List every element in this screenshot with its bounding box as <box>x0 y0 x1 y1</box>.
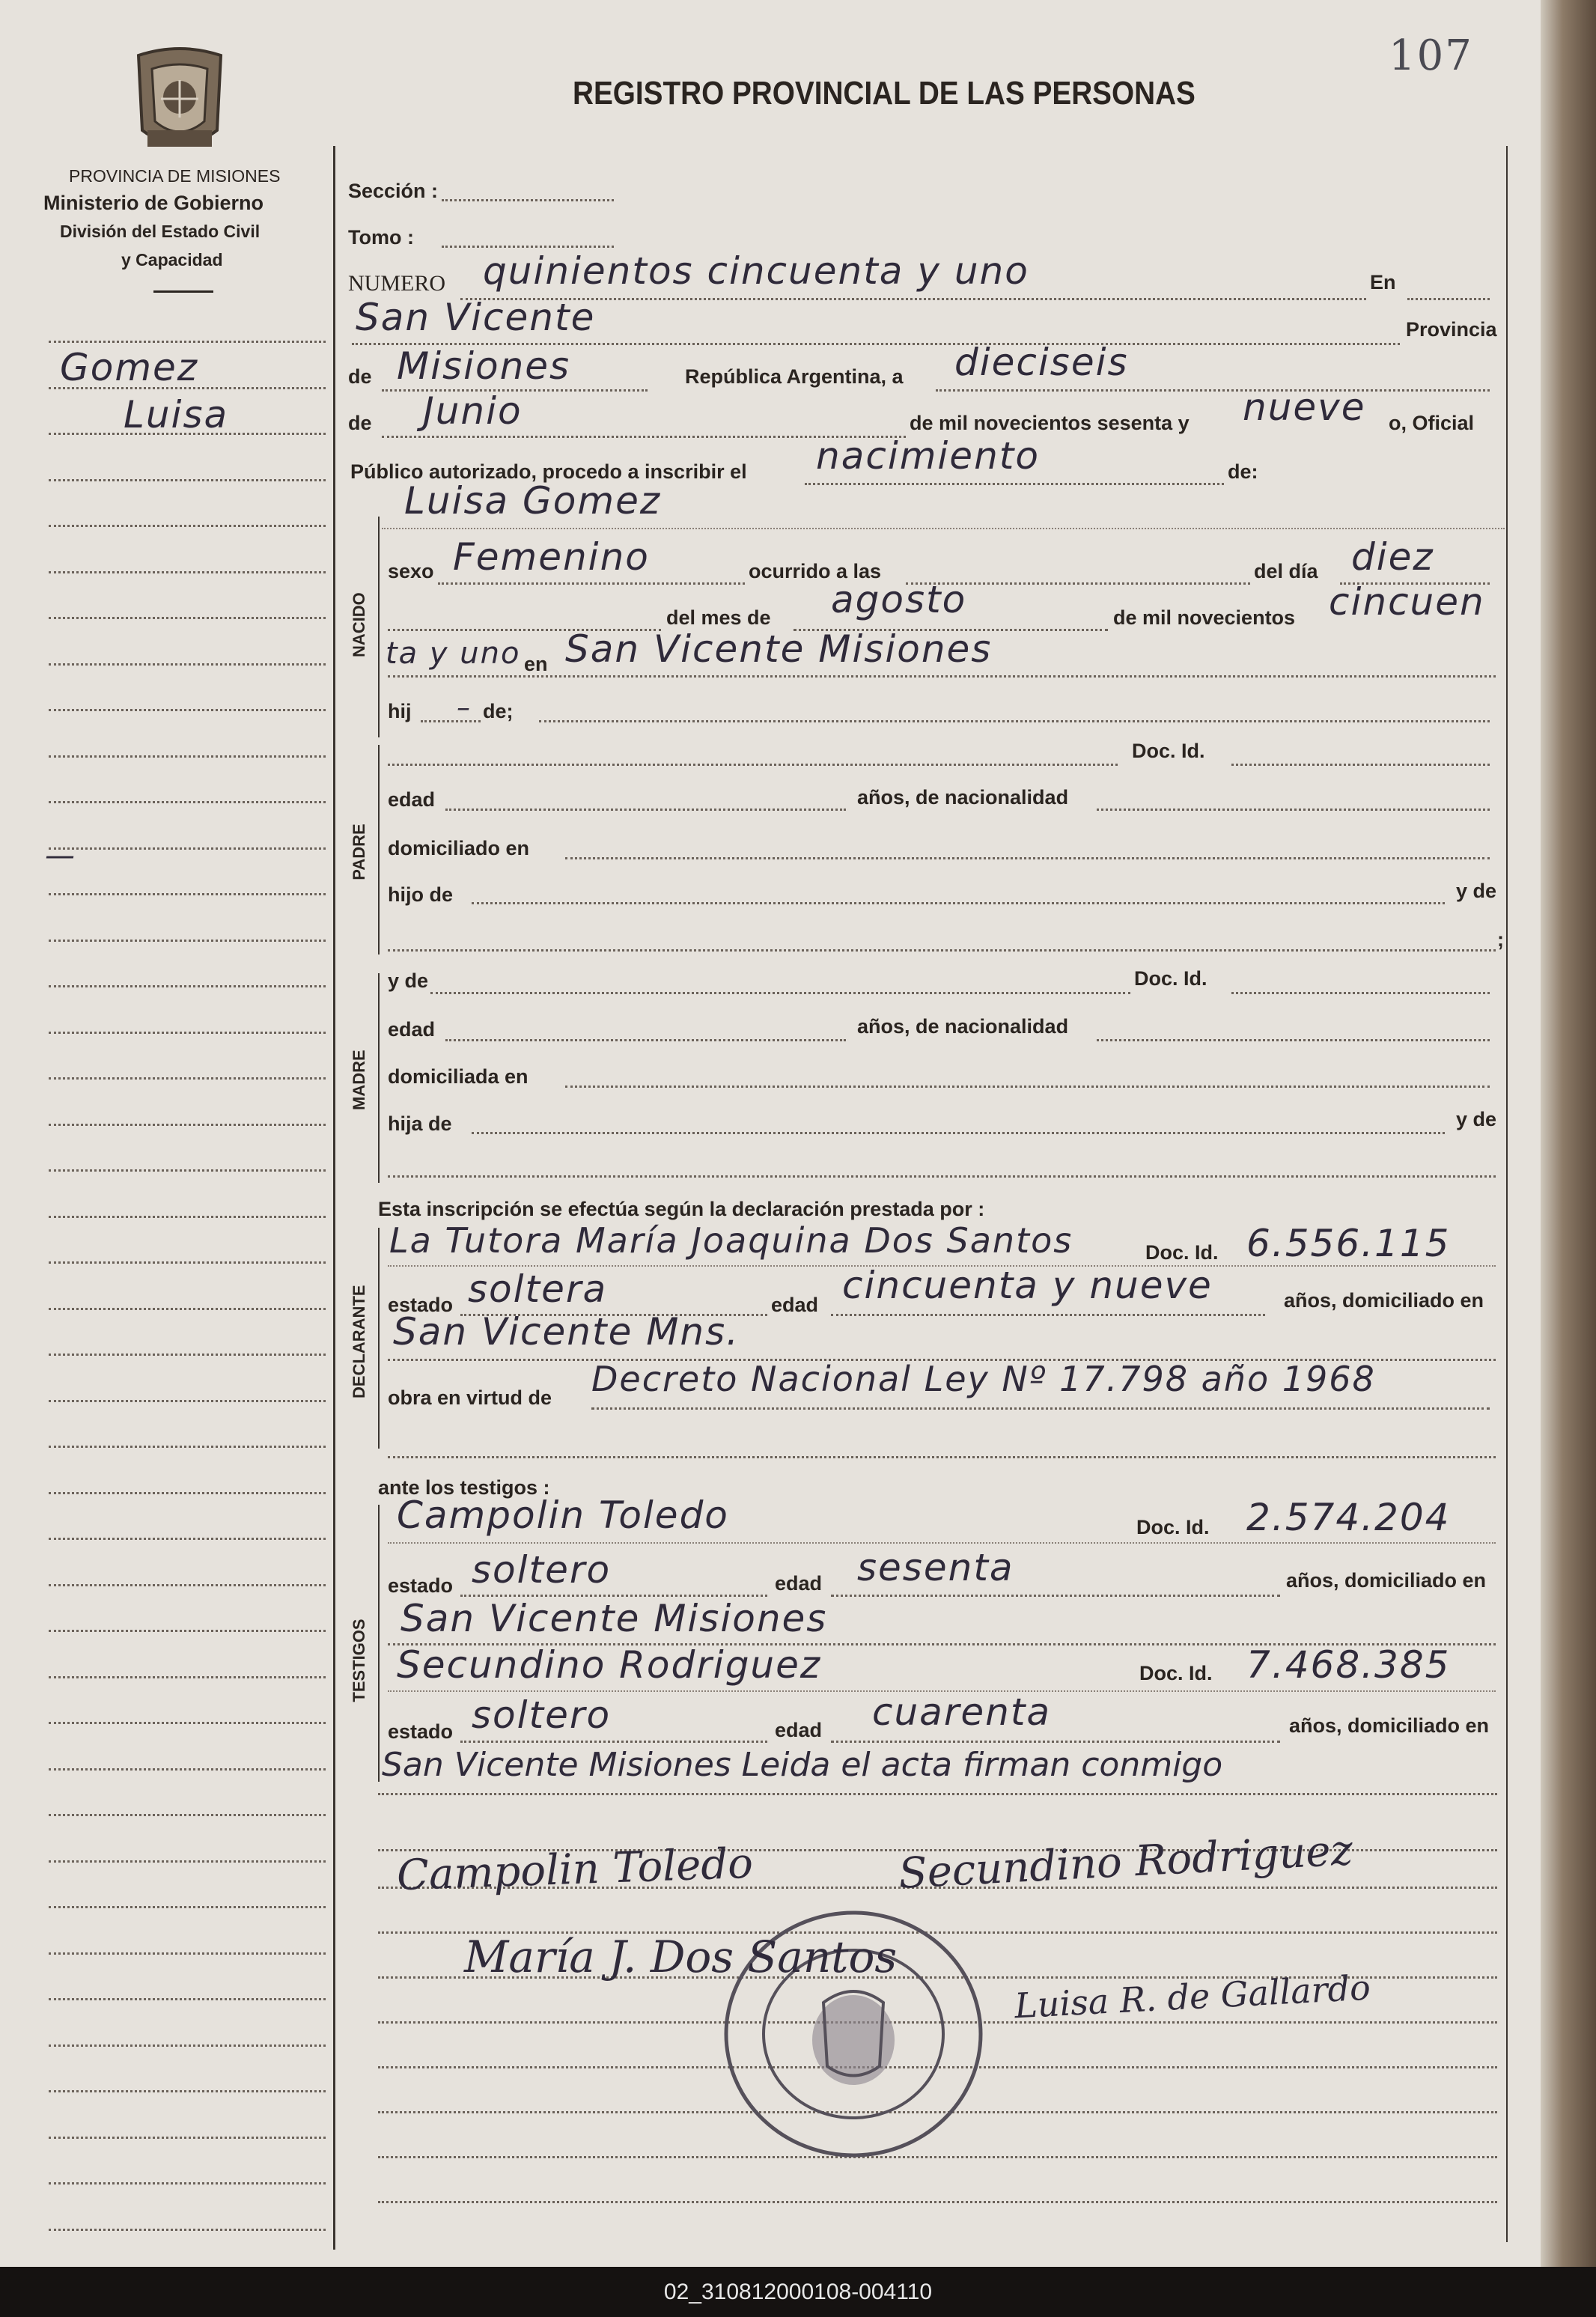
division-label: División del Estado Civil <box>60 222 261 241</box>
lugar-value: San Vicente <box>356 296 596 339</box>
mes-nac-value: agosto <box>831 578 967 621</box>
padre-name-line <box>388 764 1118 766</box>
image-caption: 02_310812000108-004110 <box>0 2267 1596 2317</box>
dia-nac-value: diez <box>1351 535 1434 579</box>
margin-line <box>49 2229 326 2231</box>
madre-y-de-label-2: y de <box>1456 1108 1497 1130</box>
declarante-doc-value: 6.556.115 <box>1246 1222 1451 1265</box>
testigo1-doc-value: 2.574.204 <box>1246 1496 1451 1539</box>
declarante-doc-label: Doc. Id. <box>1145 1241 1219 1264</box>
padre-extra-line <box>388 949 1496 952</box>
testigo2-dom-line <box>378 1793 1497 1795</box>
margin-line <box>49 709 326 711</box>
en2-label: en <box>524 653 548 675</box>
padre-edad-label: edad <box>388 788 436 811</box>
madre-rule <box>378 973 380 1183</box>
testigo2-estado-line <box>460 1741 767 1743</box>
ministry-label: Ministerio de Gobierno <box>43 192 264 214</box>
publico-label: Público autorizado, procedo a inscribir el <box>350 460 747 483</box>
book-binding <box>1541 0 1596 2267</box>
declarante-extra-line <box>388 1456 1496 1458</box>
madre-anos-label: años, de nacionalidad <box>857 1015 1069 1038</box>
lugar-nac-line <box>388 675 1496 678</box>
padre-nac-line <box>1097 809 1490 811</box>
margin-line <box>49 1676 326 1678</box>
margin-line <box>49 341 326 343</box>
sexo-value: Femenino <box>453 535 650 579</box>
declarante-estado-value: soltera <box>468 1267 608 1311</box>
testigo2-estado-label: estado <box>388 1720 454 1743</box>
testigo1-line <box>388 1542 1496 1544</box>
margin-line <box>49 2182 326 2184</box>
testigo2-anos-label: años, domiciliado en <box>1289 1714 1490 1737</box>
side-declarante: DECLARANTE <box>350 1285 368 1398</box>
margin-line <box>49 1400 326 1402</box>
declarante-dom-value: San Vicente Mns. <box>393 1310 740 1354</box>
tomo-label: Tomo : <box>348 226 414 249</box>
padre-y-de-label: y de <box>1456 880 1497 902</box>
padre-edad-line <box>445 809 846 811</box>
margin-line <box>49 940 326 942</box>
testigo2-edad-value: cuarenta <box>872 1690 1052 1734</box>
madre-dom-line <box>565 1086 1490 1088</box>
madre-edad-label: edad <box>388 1018 436 1041</box>
testigo1-estado-value: soltero <box>472 1548 612 1592</box>
provincia-label: Provincia <box>1406 318 1497 341</box>
declarante-edad-value: cincuenta y nueve <box>842 1264 1213 1307</box>
seccion-label: Sección : <box>348 180 439 202</box>
margin-line <box>49 1814 326 1816</box>
testigo2-edad-line <box>831 1741 1280 1743</box>
acto-line <box>805 483 1224 485</box>
padre-dom-label: domiciliado en <box>388 837 530 859</box>
provincia-value: Misiones <box>397 344 571 388</box>
margin-mark: — <box>45 838 76 873</box>
testigo1-value: Campolin Toledo <box>397 1494 729 1537</box>
margin-line <box>49 1492 326 1494</box>
numero-line <box>460 298 1366 300</box>
margin-line <box>49 1630 326 1632</box>
margin-line <box>49 1169 326 1172</box>
margin-line <box>49 755 326 758</box>
margin-line <box>49 1308 326 1310</box>
madre-edad-line <box>445 1039 846 1041</box>
obra-value: Decreto Nacional Ley Nº 17.798 año 1968 <box>591 1359 1376 1399</box>
margin-surname: Gomez <box>60 346 199 389</box>
side-nacido: NACIDO <box>350 592 368 657</box>
del-mes-label: del mes de <box>666 606 771 629</box>
testigo1-anos-label: años, domiciliado en <box>1286 1569 1487 1592</box>
testigo2-value: Secundino Rodriguez <box>397 1643 822 1687</box>
testigo2-doc-label: Doc. Id. <box>1139 1662 1213 1684</box>
margin-line <box>49 1261 326 1264</box>
margin-line <box>49 1998 326 2000</box>
left-column-rule <box>333 146 335 2250</box>
header-title: REGISTRO PROVINCIAL DE LAS PERSONAS <box>573 75 1196 112</box>
padre-hijo-label: hijo de <box>388 883 453 906</box>
de-label-1: de <box>348 365 372 388</box>
obra-line <box>591 1407 1490 1410</box>
margin-line <box>49 1077 326 1080</box>
margin-line <box>49 1216 326 1218</box>
ocurrido-label: ocurrido a las <box>749 560 882 582</box>
margin-line <box>49 1354 326 1356</box>
padre-rule <box>378 745 380 954</box>
madre-y-de-label: y de <box>388 969 429 992</box>
madre-nac-line <box>1097 1039 1490 1041</box>
margin-line <box>49 1584 326 1586</box>
oficial-label: o, Oficial <box>1389 412 1475 434</box>
padre-hijo-line <box>472 902 1445 904</box>
margin-line <box>49 847 326 850</box>
dia-inscr-line <box>936 389 1490 392</box>
en-label: En <box>1370 271 1396 293</box>
anio-nac-value-a: cincuen <box>1329 580 1485 624</box>
del-dia-label: del día <box>1254 560 1318 582</box>
de-mil-label: de mil novecientos sesenta y <box>910 412 1190 434</box>
madre-name-line <box>430 992 1130 994</box>
signature-line <box>378 2201 1497 2203</box>
declarante-anos-label: años, domiciliado en <box>1284 1289 1484 1312</box>
sexo-line <box>438 582 745 585</box>
side-padre: PADRE <box>350 823 368 880</box>
margin-line <box>49 1952 326 1955</box>
provincial-seal-icon <box>131 46 228 159</box>
hij-rest-line <box>539 720 1490 722</box>
testigos-label: ante los testigos : <box>378 1476 550 1499</box>
lugar-nac-value: San Vicente Misiones <box>565 627 993 671</box>
signature-official: Luisa R. de Gallardo <box>1013 1967 1371 2027</box>
declarante-estado-label: estado <box>388 1294 454 1316</box>
testigo1-edad-line <box>831 1595 1280 1597</box>
madre-extra-line <box>388 1175 1496 1178</box>
margin-line <box>49 2090 326 2092</box>
testigo2-dom-value: San Vicente Misiones Leida el acta firman conmigo <box>382 1746 1223 1784</box>
sexo-label: sexo <box>388 560 434 582</box>
margin-line <box>49 1446 326 1448</box>
margin-line <box>49 1860 326 1863</box>
declarante-edad-label: edad <box>771 1294 819 1316</box>
republica-label: República Argentina, a <box>685 365 904 388</box>
testigo2-edad-label: edad <box>775 1719 823 1741</box>
dia-inscr-value: dieciseis <box>954 341 1129 384</box>
testigo1-dom-value: San Vicente Misiones <box>400 1597 828 1640</box>
margin-line <box>49 2044 326 2047</box>
nombre-value: Luisa Gomez <box>404 479 662 523</box>
madre-hija-line <box>472 1132 1445 1134</box>
obra-label: obra en virtud de <box>388 1386 552 1409</box>
province-label: PROVINCIA DE MISIONES <box>69 166 281 186</box>
header-divider <box>153 290 213 293</box>
margin-line <box>49 663 326 666</box>
side-testigos: TESTIGOS <box>350 1619 368 1702</box>
testigo1-estado-label: estado <box>388 1574 454 1597</box>
hij-dash: – <box>457 692 472 723</box>
declarante-rule <box>378 1228 380 1449</box>
padre-dom-line <box>565 857 1490 859</box>
anio-nac-value-b: ta y uno <box>386 636 521 671</box>
margin-line <box>49 1538 326 1540</box>
page-number: 107 <box>1389 31 1473 80</box>
de-label-2: de <box>348 412 372 434</box>
madre-hija-label: hija de <box>388 1112 452 1135</box>
padre-semicolon: ; <box>1497 928 1504 951</box>
testigos-rule <box>378 1505 380 1782</box>
anio-inscr-value: nueve <box>1243 386 1366 429</box>
margin-line <box>49 801 326 803</box>
numero-label: NUMERO <box>348 271 446 296</box>
margin-line <box>49 571 326 573</box>
side-madre: MADRE <box>350 1050 368 1110</box>
declarante-value: La Tutora María Joaquina Dos Santos <box>389 1220 1073 1261</box>
nacido-rule <box>378 517 380 737</box>
signature-secundino: Secundino Rodriguez <box>897 1826 1354 1899</box>
margin-line <box>49 1906 326 1908</box>
margin-line <box>49 525 326 527</box>
acto-value: nacimiento <box>816 434 1040 478</box>
signature-campolin: Campolin Toledo <box>396 1839 754 1901</box>
margin-line <box>49 893 326 895</box>
testigo1-edad-label: edad <box>775 1572 823 1595</box>
padre-doc-label: Doc. Id. <box>1132 740 1205 762</box>
margin-line <box>49 617 326 619</box>
margin-line <box>49 1768 326 1771</box>
margin-line <box>49 479 326 481</box>
margin-line <box>49 1722 326 1724</box>
mes-inscr-value: Junio <box>423 389 523 433</box>
capacity-label: y Capacidad <box>121 250 223 270</box>
de-mil2-label: de mil novecientos <box>1113 606 1296 629</box>
margin-line <box>49 1032 326 1034</box>
padre-doc-line <box>1231 764 1490 766</box>
numero-value: quinientos cincuenta y uno <box>483 249 1029 293</box>
nombre-line <box>382 528 1505 529</box>
madre-doc-label: Doc. Id. <box>1134 967 1207 990</box>
seccion-field <box>442 199 614 201</box>
margin-given-name: Luisa <box>124 393 229 436</box>
testigo1-edad-value: sesenta <box>857 1546 1014 1589</box>
right-column-rule <box>1506 146 1508 2242</box>
en-line <box>1407 298 1490 300</box>
hij-de-label: de; <box>483 700 514 722</box>
hij-label: hij <box>388 700 412 722</box>
padre-anos-label: años, de nacionalidad <box>857 786 1069 809</box>
de-colon-label: de: <box>1228 460 1258 483</box>
testigo2-estado-value: soltero <box>472 1693 612 1737</box>
testigo1-doc-label: Doc. Id. <box>1136 1516 1210 1538</box>
signature-maria: María J. Dos Santos <box>464 1931 898 1982</box>
testigo2-doc-value: 7.468.385 <box>1246 1643 1451 1687</box>
madre-dom-label: domiciliada en <box>388 1065 529 1088</box>
margin-line <box>49 1124 326 1126</box>
madre-doc-line <box>1231 992 1490 994</box>
inscripcion-label: Esta inscripción se efectúa según la declaración prestada por : <box>378 1198 985 1220</box>
margin-line <box>49 985 326 987</box>
tomo-field <box>442 246 614 248</box>
margin-line <box>49 2137 326 2139</box>
declarante-edad-line <box>831 1314 1265 1316</box>
hij-line <box>421 720 481 722</box>
